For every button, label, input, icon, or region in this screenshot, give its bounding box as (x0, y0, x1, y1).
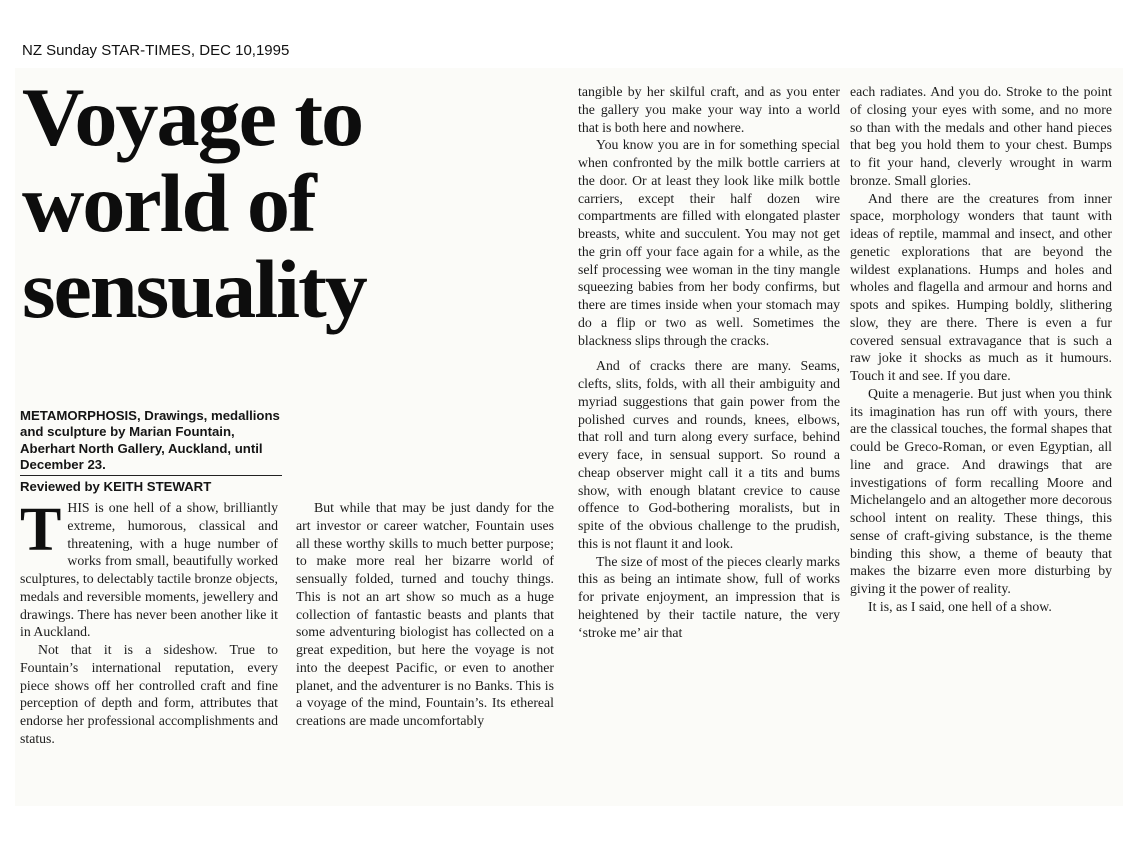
byline: Reviewed by KEITH STEWART (20, 478, 212, 494)
article-column-4 (850, 83, 1112, 616)
paragraph: tangible by her skilful craft, and as you enter the gallery you make your way into a world that is both here and nowhere. (578, 84, 840, 135)
paragraph: But while that may be just dandy for the art investor or career watcher, Fountain uses all these worthy skills to much better purpose; to make more real her bizarre world of sensually folded, turned and touchy things. This is not an art show so much as a huge collection of fantastic beasts and plants that some adventuring biologist has collected on a great expedition, but here the voyage is not into the deepest Pacific, or even to another planet, and the adventurer is no Banks. This is a voyage of the mind, Fountain’s. Its ethereal creations are made uncomfortably (296, 500, 554, 728)
article-column-3 (578, 83, 840, 641)
drop-cap: T (20, 496, 62, 564)
paragraph (20, 496, 278, 641)
standfirst (20, 408, 282, 495)
paragraph: And of cracks there are many. Seams, clefts, slits, folds, with all their ambiguity and myriad suggestions that gain power from the polished curves and rounds, knees, elbows, that roll and turn along every surface, behind every face, in sensual support. So round a cheap observer might call it a tits and bums show, with enough blatant crevice to cause offence to God-bothering moralists, but in spite of the obvious challenge to the prudish, this is not flaunt it and look. (578, 358, 840, 551)
exhibition-details: METAMORPHOSIS, Drawings, medallions and sculpture by Marian Fountain, Aberhart North Gallery, Auckland, until December 23. (20, 408, 282, 476)
headline-line-3: sensuality (22, 243, 366, 335)
headline-line-2: world of (22, 157, 315, 249)
article-column-1 (20, 496, 278, 748)
headline-line-1: Voyage to (22, 71, 363, 163)
paragraph-text: HIS is one hell of a show, brilliantly extreme, humorous, classical and threatening, with a huge number of works from small, beautifully worked sculptures, to delectably tactile bronze objects, medals and reversible moments, jewellery and drawings. There has never been another like it in Auckland. (20, 500, 278, 640)
article-column-2 (296, 499, 554, 730)
paragraph: Quite a menagerie. But just when you think its imagination has run off with yours, there are the classical touches, the formal shapes that could be Greco-Roman, or even Egyptian, all line and grace. And drawings that are investigations of form recalling Moore and Michelangelo and an altogether more decorous school intent on reality. These things, this sense of craft-giving substance, is the theme binding this show, a theme of beauty that makes the bizarre even more disturbing by giving it the power of reality. (850, 385, 1112, 596)
paragraph: It is, as I said, one hell of a show. (868, 598, 1052, 614)
headline (22, 71, 511, 335)
paragraph: each radiates. And you do. Stroke to the point of closing your eyes with some, and no more so than with the medals and other hand pieces that beg you hold them to your chest. Bumps to fit your hand, cleverly wrought in warm bronze. Small glories. (850, 84, 1112, 188)
source-line: NZ Sunday STAR-TIMES, DEC 10,1995 (22, 42, 290, 59)
paragraph: The size of most of the pieces clearly marks this as being an intimate show, full of works for private enjoyment, an impression that is heightened by their tactile nature, the very ‘stroke me’ air that (578, 553, 840, 640)
paragraph: And there are the creatures from inner space, morphology wonders that taunt with ideas of reptile, mammal and insect, and other genetic explorations that are beyond the wildest explanations. Humps and holes and wholes and flagella and armour and horns and spots and spikes. Humping boldly, slithering slow, they are there. There is even a fur covered sensual extravagance that is such a raw joke it shocks as much as it humours. Touch it and see. If you dare. (850, 190, 1112, 383)
paragraph: Not that it is a sideshow. True to Fountain’s international reputation, every piece shows off her controlled craft and fine perception of depth and form, attributes that endorse her professional accomplishments and status. (20, 642, 278, 746)
paragraph: You know you are in for something special when confronted by the milk bottle carriers at the door. Or at least they look like milk bottle carriers, except their half dozen wire compartments are filled with elongated plaster breasts, white and succulent. You may not get the grin off your face again for a while, as the self processing wee woman in the tiny mangle squeezing babies from her body confirms, but there are times inside when your stomach may do a flip or two as well. Sometimes the blackness slips through the cracks. (578, 137, 840, 348)
